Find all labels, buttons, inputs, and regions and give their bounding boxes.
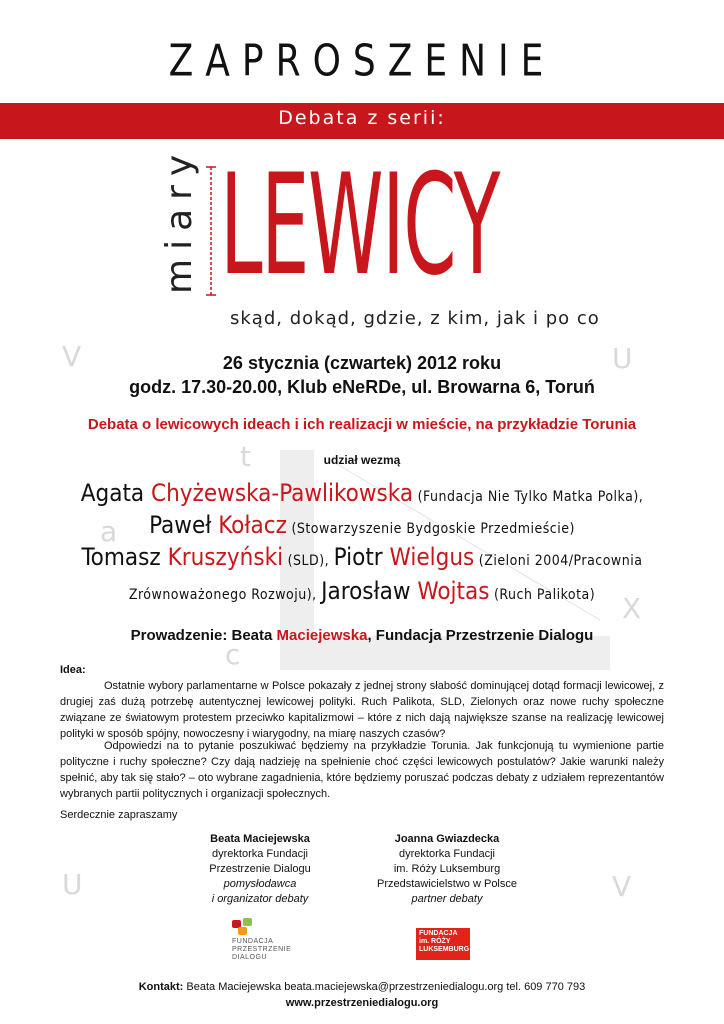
page-title: ZAPROSZENIE [168,35,556,87]
speaker-last-name: Chyżewska-Pawlikowska [151,479,414,507]
frl-logo [416,928,470,960]
signature-line: dyrektorka Fundacji [399,848,495,860]
measure-bracket-icon [205,165,217,297]
footer-contact [0,981,724,993]
logo-tagline: skąd, dokąd, gdzie, z kim, jak i po co [230,308,600,329]
logo-text: FUNDACJA [419,930,458,937]
idea-paragraph-2: Odpowiedzi na to pytanie poszukiwać będziemy na przykładzie Torunia. Jak funkcjonują tu wymienione partie polityczne i ruchy społeczne? Czy dają nadzieję na spełnienie choć części lewicowych postulatów? Jakie warunki należy spełnić, aby tak się stało? – oto wybrane zagadnienia, które będziemy poruszać podczas debaty z udziałem reprezentantów wybranych partii politycznych i organizacji społecznych. [60,740,664,800]
signature-role: i organizator debaty [211,893,309,905]
speaker-organization: (Stowarzyszenie Bydgoskie Przedmieście) [286,521,575,537]
series-label: Debata z serii: [278,107,446,129]
speaker-last-name: Kruszyński [167,543,284,571]
speaker-line [0,511,724,539]
logo-text: im. RÓŻY [419,938,451,945]
signature-line: dyrektorka Fundacji [212,848,308,860]
event-time-place: godz. 17.30-20.00, Klub eNeRDe, ul. Browarna 6, Toruń [129,377,595,397]
signature-right [362,832,532,907]
speaker-first-name: Jarosław [321,577,418,605]
watermark-glyph: U [612,342,633,375]
idea-paragraph-1: Ostatnie wybory parlamentarne w Polsce pokazały z jednej strony słabość dominującej dotąd formacji lewicowej, z drugiej zaś dużą potrzebę autentycznej lewicowej polityki. Ruch Palikota, SLD, Zielonych oraz nowe ruchy społeczne związane ze światowym protestem przeciwko kapitalizmowi – które z nich dają największe szanse na realizację lewicowej polityki w sposób spójny, nowoczesny i wiarygodny, na miarę naszych czasów? [60,680,664,740]
watermark-glyph: X [622,592,642,625]
logo-text: PRZESTRZENIE [232,946,292,953]
speaker-first-name: Paweł [149,511,219,539]
logo-text: LUKSEMBURG [419,946,470,953]
logo-small-text: miary [159,145,200,294]
contact-label: Kontakt: [138,981,184,993]
moderator-suffix: , Fundacja Przestrzenie Dialogu [367,627,594,644]
fpd-logo [228,918,318,966]
idea-label: Idea: [60,664,86,676]
logo-text: FUNDACJA [232,938,274,945]
signature-role: partner debaty [411,893,483,905]
signature-line: Przestrzenie Dialogu [209,863,311,875]
speaker-first-name: Agata [80,479,152,507]
watermark-glyph: a [100,515,118,548]
event-subtitle: Debata o lewicowych ideach i ich realizacji w mieście, na przykładzie Torunia [87,416,637,433]
signature-name: Joanna Gwiazdecka [394,833,500,845]
participants-label: udział wezmą [323,453,401,467]
logo-big-text: LEWICY [220,143,499,307]
signature-role: pomysłodawca [223,878,297,890]
closing-text: Serdecznie zapraszamy [60,809,178,821]
speaker-line [0,543,724,571]
signature-left [190,832,330,907]
footer-website-link[interactable]: www.przestrzeniedialogu.org [285,997,439,1009]
moderator-last-name: Maciejewska [276,627,368,644]
speaker-last-name: Wielgus [389,543,475,571]
moderator-line [0,627,724,644]
speaker-line [0,577,724,605]
watermark-glyph: c [225,638,241,671]
speaker-first-name: Tomasz [81,543,168,571]
logo-text: DIALOGU [232,954,268,961]
speaker-organization: (Ruch Palikota) [489,587,596,603]
speaker-last-name: Wojtas [417,577,490,605]
signature-line: im. Róży Luksemburg [393,863,501,875]
speaker-first-name: Piotr [333,543,390,571]
event-date: 26 stycznia (czwartek) 2012 roku [222,353,502,373]
speech-bubbles-icon [232,918,262,936]
watermark-glyph: V [62,340,82,373]
signature-line: Przedstawicielstwo w Polsce [377,878,517,890]
signature-name: Beata Maciejewska [210,833,310,845]
speaker-organization: Zrównoważonego Rozwoju), [128,587,322,603]
moderator-prefix: Prowadzenie: Beata [130,627,277,644]
watermark-glyph: U [62,868,83,901]
speaker-organization: (Zieloni 2004/Pracownia [474,553,643,569]
speaker-organization: (Fundacja Nie Tylko Matka Polka), [413,489,644,505]
contact-text: Beata Maciejewska beata.maciejewska@przestrzeniedialogu.org tel. 609 770 793 [183,981,586,993]
speaker-last-name: Kołacz [218,511,287,539]
watermark-glyph: t [240,440,251,473]
speaker-line [0,479,724,507]
watermark-glyph: V [612,870,632,903]
speaker-organization: (SLD), [283,553,334,569]
